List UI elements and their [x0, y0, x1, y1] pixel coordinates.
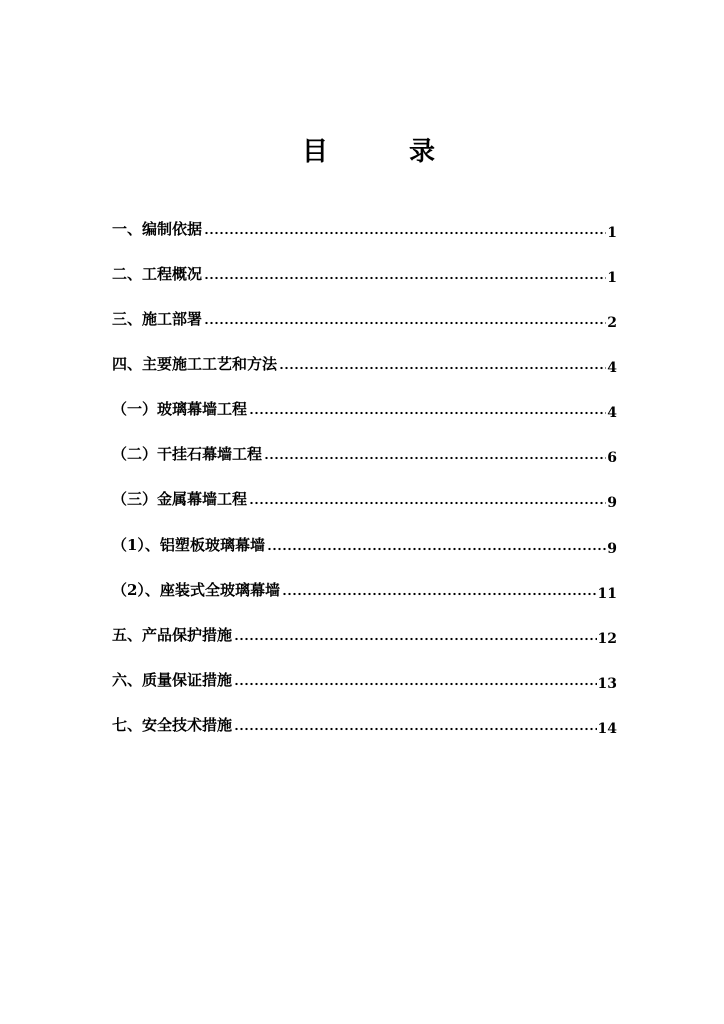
toc-entry-label: 一、编制依据 — [112, 220, 203, 238]
toc-entry-1[interactable] — [112, 212, 617, 241]
toc-entry-label: （三）金属幕墙工程 — [112, 490, 248, 508]
toc-entry-5[interactable] — [112, 392, 617, 421]
toc-dot-leader — [267, 541, 606, 551]
toc-entry-label: （一）玻璃幕墙工程 — [112, 400, 248, 418]
toc-dot-leader — [234, 631, 597, 641]
toc-dot-leader — [264, 450, 606, 460]
toc-entry-page-number: 11 — [597, 586, 617, 602]
toc-title — [0, 134, 724, 170]
toc-entry-page-number: 4 — [607, 405, 617, 421]
toc-entry-4[interactable] — [112, 347, 617, 376]
toc-entry-label: （1）、铝塑板玻璃幕墙 — [112, 536, 265, 554]
toc-entry-3[interactable] — [112, 302, 617, 331]
toc-entry-label: 四、主要施工工艺和方法 — [112, 355, 278, 373]
toc-entry-page-number: 1 — [607, 270, 617, 286]
toc-entry-8[interactable] — [112, 528, 617, 557]
toc-entry-label: 三、施工部署 — [112, 310, 203, 328]
toc-dot-leader — [282, 586, 597, 596]
toc-entry-7[interactable] — [112, 482, 617, 511]
toc-dot-leader — [234, 676, 597, 686]
toc-entry-12[interactable] — [112, 708, 617, 737]
toc-dot-leader — [249, 405, 606, 415]
toc-entry-page-number: 12 — [597, 631, 617, 647]
toc-entry-label: （二）干挂石幕墙工程 — [112, 445, 263, 463]
toc-entry-label: （2）、座装式全玻璃幕墙 — [112, 581, 280, 599]
toc-entry-10[interactable] — [112, 618, 617, 647]
toc-dot-leader — [204, 315, 606, 325]
toc-dot-leader — [204, 225, 606, 235]
toc-entry-2[interactable] — [112, 257, 617, 286]
toc-dot-leader — [249, 495, 606, 505]
toc-entry-page-number: 13 — [597, 676, 617, 692]
toc-entry-label: 六、质量保证措施 — [112, 671, 233, 689]
toc-entry-9[interactable] — [112, 573, 617, 602]
toc-entry-label: 七、安全技术措施 — [112, 716, 233, 734]
toc-entry-page-number: 2 — [607, 315, 617, 331]
toc-entry-label: 二、工程概况 — [112, 265, 203, 283]
toc-entry-page-number: 6 — [607, 450, 617, 466]
toc-dot-leader — [279, 360, 606, 370]
toc-entry-page-number: 1 — [607, 225, 617, 241]
toc-entry-label: 五、产品保护措施 — [112, 626, 233, 644]
toc-title-char-2: 录 — [409, 137, 436, 167]
toc-entry-page-number: 9 — [607, 495, 617, 511]
toc-entry-6[interactable] — [112, 437, 617, 466]
toc-dot-leader — [204, 270, 606, 280]
toc-dot-leader — [234, 721, 597, 731]
toc-entry-page-number: 4 — [607, 360, 617, 376]
toc-entry-page-number: 9 — [607, 541, 617, 557]
toc-entry-page-number: 14 — [597, 721, 617, 737]
toc-title-char-1: 目 — [302, 137, 329, 167]
toc-entry-11[interactable] — [112, 663, 617, 692]
